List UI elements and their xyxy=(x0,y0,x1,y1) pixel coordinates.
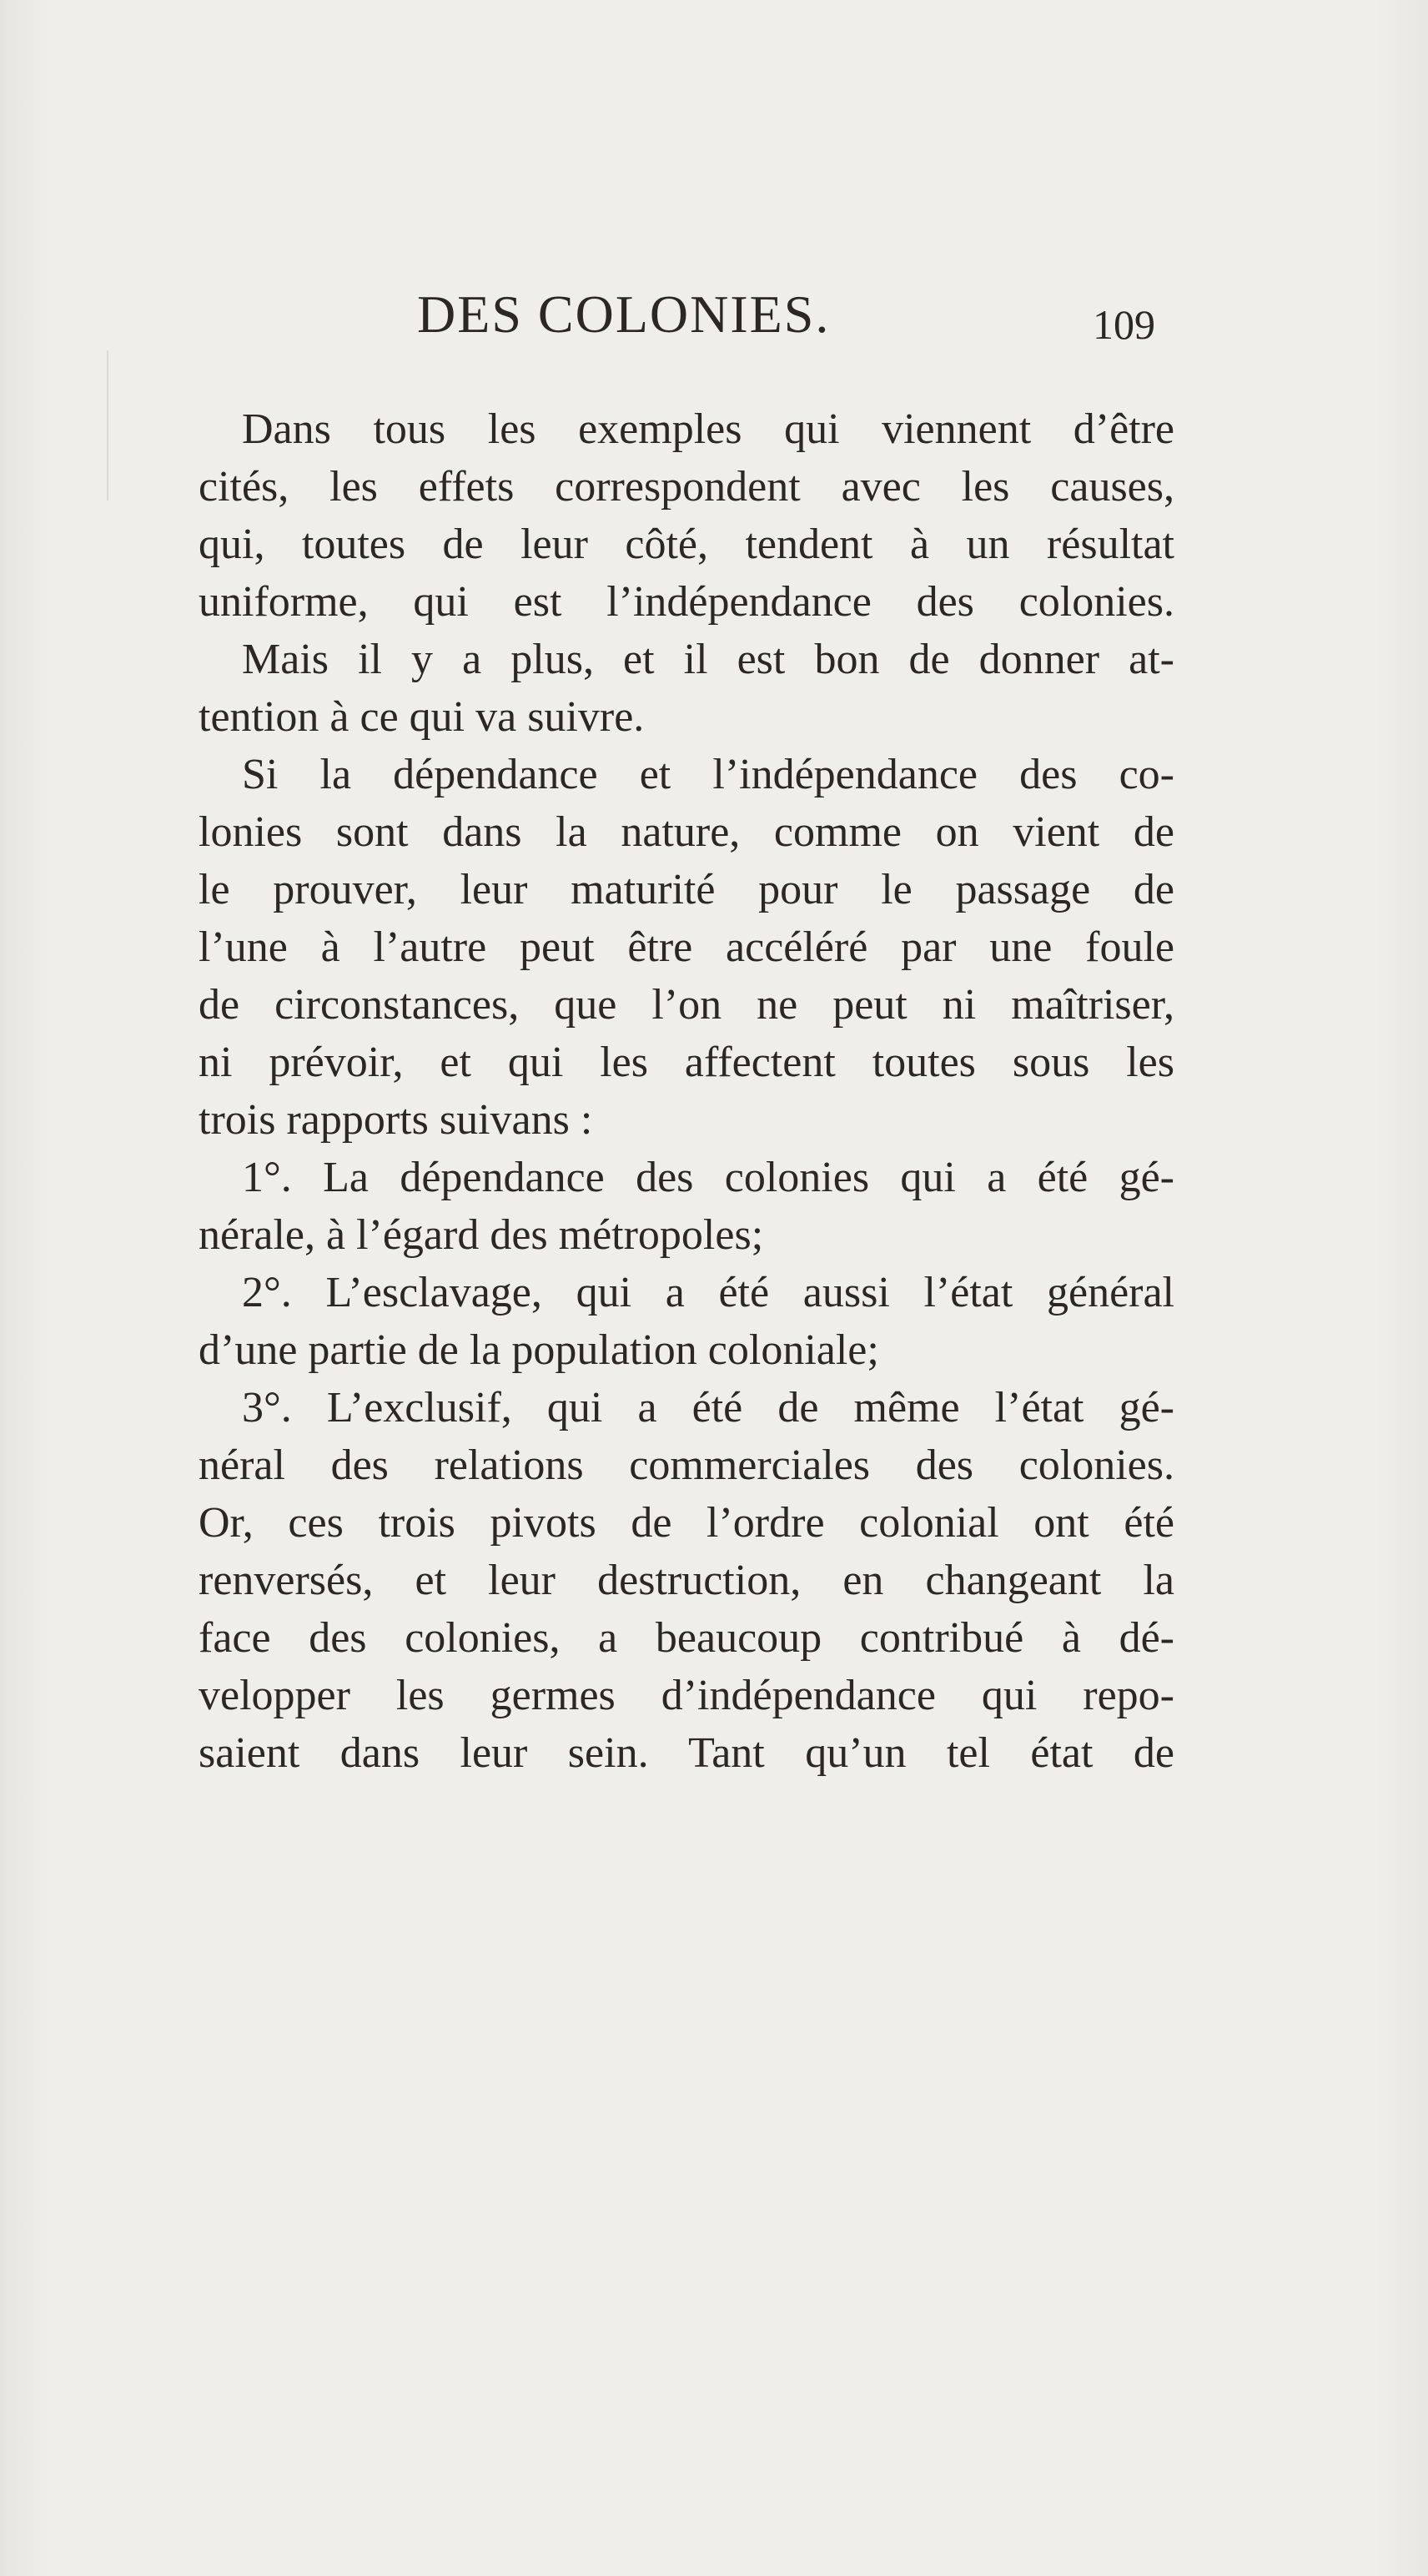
text-line: renversés, et leur destruction, en changeant la xyxy=(199,1557,1174,1604)
text-line: saient dans leur sein. Tant qu’un tel état de xyxy=(199,1729,1174,1777)
text-line: 3°. L’exclusif, qui a été de même l’état gé- xyxy=(242,1384,1174,1431)
page-number: 109 xyxy=(1093,301,1155,348)
text-line: velopper les germes d’indépendance qui repo- xyxy=(199,1672,1174,1719)
text-line: qui, toutes de leur côté, tendent à un résultat xyxy=(199,521,1174,568)
text-line: 2°. L’esclavage, qui a été aussi l’état général xyxy=(242,1269,1174,1316)
text-line: face des colonies, a beaucoup contribué à dé- xyxy=(199,1614,1174,1662)
text-line: Si la dépendance et l’indépendance des co- xyxy=(242,751,1174,798)
body-text xyxy=(199,400,1174,1782)
text-line: Dans tous les exemples qui viennent d’être xyxy=(242,405,1174,453)
running-head: DES COLONIES. xyxy=(417,284,831,344)
text-line: Mais il y a plus, et il est bon de donner at- xyxy=(242,636,1174,683)
text-line: ni prévoir, et qui les affectent toutes sous les xyxy=(199,1039,1174,1086)
gutter-mark xyxy=(107,350,108,501)
text-line: tention à ce qui va suivre. xyxy=(199,693,645,741)
text-line: néral des relations commerciales des colonies. xyxy=(199,1441,1174,1489)
text-line: d’une partie de la population coloniale; xyxy=(199,1326,879,1374)
text-line: lonies sont dans la nature, comme on vient de xyxy=(199,808,1174,856)
text-line: Or, ces trois pivots de l’ordre colonial ont été xyxy=(199,1499,1174,1547)
text-line: cités, les effets correspondent avec les causes, xyxy=(199,463,1174,511)
text-line: trois rapports suivans : xyxy=(199,1096,593,1144)
text-line: l’une à l’autre peut être accéléré par une foule xyxy=(199,923,1174,971)
text-line: nérale, à l’égard des métropoles; xyxy=(199,1211,764,1259)
text-line: 1°. La dépendance des colonies qui a été gé- xyxy=(242,1154,1174,1201)
text-line: le prouver, leur maturité pour le passage de xyxy=(199,866,1174,913)
text-line: de circonstances, que l’on ne peut ni maîtriser, xyxy=(199,981,1174,1029)
text-line: uniforme, qui est l’indépendance des colonies. xyxy=(199,578,1174,626)
